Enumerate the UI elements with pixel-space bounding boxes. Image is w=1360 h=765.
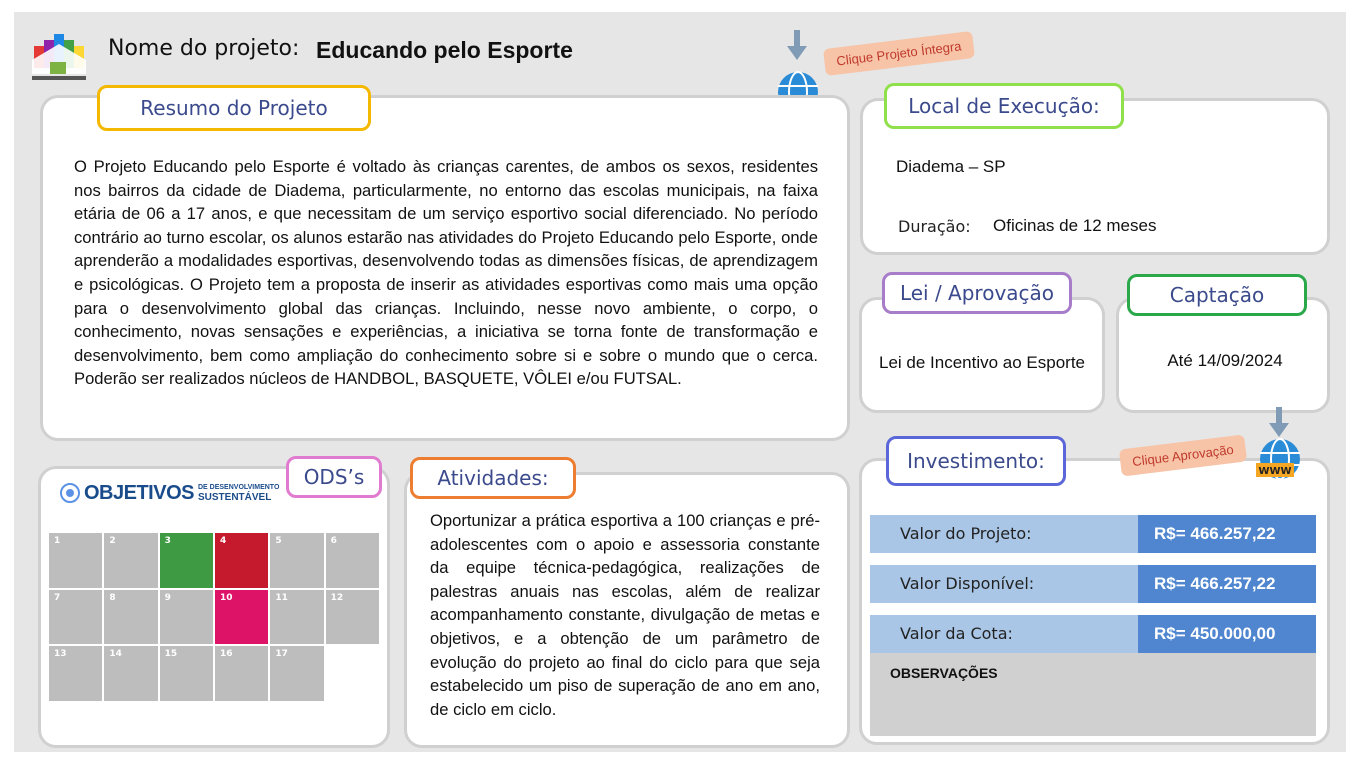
captacao-tag: Captação (1127, 274, 1307, 316)
un-emblem-icon (60, 483, 80, 503)
project-name-label: Nome do projeto: (108, 36, 300, 61)
atividades-tag: Atividades: (410, 457, 576, 499)
observacoes-label: OBSERVAÇÕES (890, 665, 998, 681)
valor-cota-label: Valor da Cota: (900, 624, 1013, 643)
sdg-tile: 14 (103, 645, 158, 702)
valor-cota-row (870, 615, 1316, 653)
sdg-tile: 1 (48, 532, 103, 589)
sdg-tile: 3 (159, 532, 214, 589)
sdg-tile: 7 (48, 589, 103, 646)
www-globe-link-icon-aprovacao[interactable] (1252, 407, 1308, 491)
observacoes-box (870, 653, 1316, 736)
ods-tag: ODS’s (286, 456, 382, 498)
local-city: Diadema – SP (896, 157, 1006, 176)
sdg-puzzle-grid (48, 532, 380, 702)
lei-tag: Lei / Aprovação (882, 272, 1072, 314)
sdg-tile: 5 (269, 532, 324, 589)
valor-cota-value: R$= 450.000,00 (1138, 615, 1316, 653)
duracao-label: Duração: (898, 217, 971, 236)
ods-brand-sub2: SUSTENTÁVEL (197, 492, 272, 503)
sdg-tile: 4 (214, 532, 269, 589)
local-tag: Local de Execução: (884, 83, 1124, 129)
resumo-text: O Projeto Educando pelo Esporte é voltado às crianças carentes, de ambos os sexos, residentes nos bairros da cidade de Diadema, particularmente, no entorno das escolas municipais, na faixa etária de 06 a 17 anos, e que necessitam de um serviço esportivo social diferenciado. No período contrário ao turno escolar, os alunos estarão nas atividades do Projeto Educando pelo Esporte, onde aprenderão a modalidades esportivas, desenvolvendo todas as dimensões físicas, de aprendizagem e psicológicas. O Projeto tem a proposta de inserir as atividades esportivas como mais uma opção para o desenvolvimento global das crianças. Incluindo, nesse novo ambiente, o corpo, o conhecimento, novas sensações e experiências, a iniciativa se torna fonte de transformação e desenvolvimento, bem como ampliação do conhecimento sobre si e sobre o mundo que o cerca. Poderão ser realizados núcleos de HANDBOL, BASQUETE, VÔLEI e/ou FUTSAL. (74, 157, 818, 389)
ods-brand-title: OBJETIVOS (84, 481, 194, 504)
atividades-text: Oportunizar a prática esportiva a 100 crianças e pré-adolescentes com o apoio e assessoria constante da equipe técnica-pedagógica, realizações de palestras anuais nas escolas, além de realizar acompanhamento constante, divulgação de metas e objetivos, e a obtenção de um parâmetro de evolução do projeto ao final do ciclo para que seja estabelecido um piso de superação de ano em ano, de ciclo em ciclo. (430, 511, 820, 719)
valor-projeto-label: Valor do Projeto: (900, 524, 1032, 543)
sdg-tile: 13 (48, 645, 103, 702)
valor-disponivel-value: R$= 466.257,22 (1138, 565, 1316, 603)
lei-value: Lei de Incentivo ao Esporte (878, 353, 1086, 372)
sdg-tile: 9 (159, 589, 214, 646)
valor-projeto-row (870, 515, 1316, 553)
sdg-tile: 2 (103, 532, 158, 589)
sdg-tile (325, 645, 380, 702)
captacao-value: Até 14/09/2024 (1167, 351, 1283, 370)
duracao-value: Oficinas de 12 meses (993, 216, 1157, 235)
sdg-tile: 15 (159, 645, 214, 702)
ods-brand-sub1: DE DESENVOLVIMENTO (197, 484, 280, 491)
sdg-tile: 6 (325, 532, 380, 589)
resumo-tag: Resumo do Projeto (97, 85, 371, 131)
svg-text:WWW: WWW (1258, 466, 1292, 477)
project-name: Educando pelo Esporte (316, 37, 573, 63)
valor-disponivel-label: Valor Disponível: (900, 574, 1035, 593)
valor-disponivel-row (870, 565, 1316, 603)
clique-projeto-integra-note[interactable]: Clique Projeto Íntegra (823, 31, 975, 76)
sdg-tile: 12 (325, 589, 380, 646)
sdg-tile: 10 (214, 589, 269, 646)
investimento-tag: Investimento: (886, 436, 1066, 486)
casa-do-incentivo-logo (30, 30, 88, 88)
ods-brand (60, 480, 279, 506)
sdg-tile: 11 (269, 589, 324, 646)
sdg-tile: 17 (269, 645, 324, 702)
sdg-tile: 16 (214, 645, 269, 702)
sdg-tile: 8 (103, 589, 158, 646)
valor-projeto-value: R$= 466.257,22 (1138, 515, 1316, 553)
clique-aprovacao-note[interactable]: Clique Aprovação (1119, 434, 1247, 476)
